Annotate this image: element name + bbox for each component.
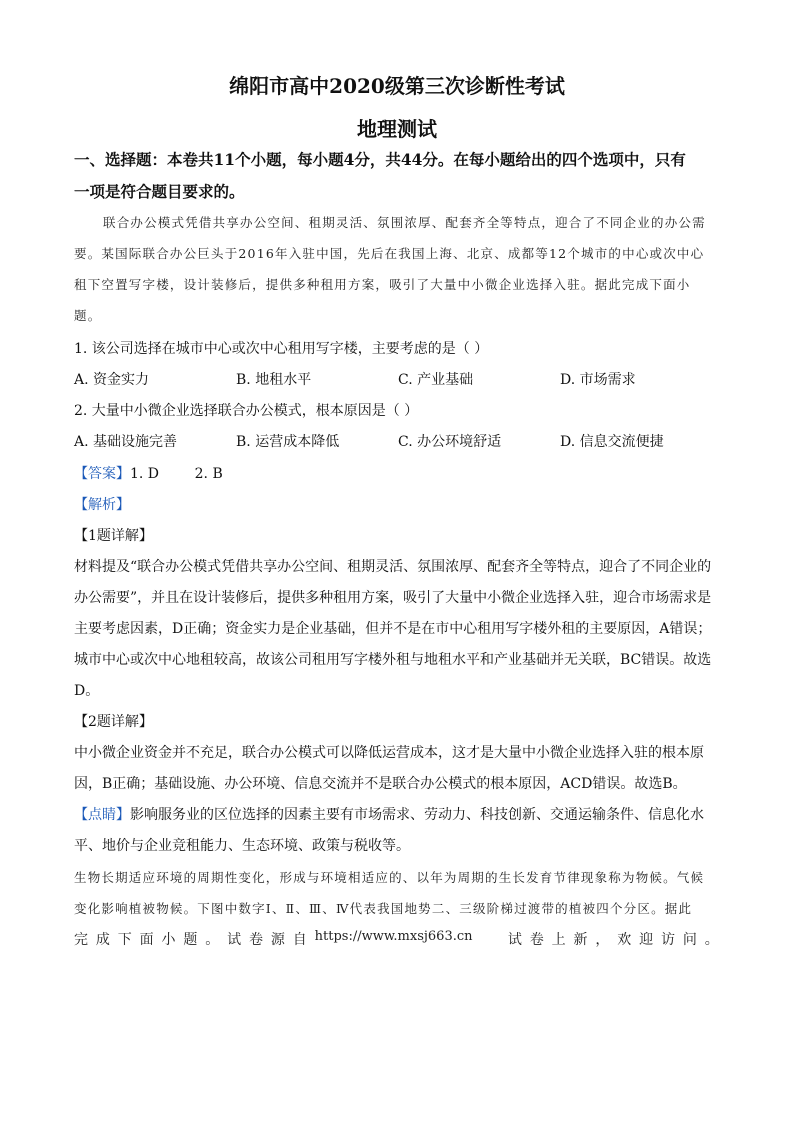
detail-2-tag: 【2题详解】 [74,714,153,730]
answer-text: 1. D 2. B [130,466,223,482]
section-heading-line-2: 一项是符合题目要求的。 [74,182,245,201]
detail-1-line-4: 城市中心或次中心地租较高，故该公司租用写字楼外租与地租水平和产业基础并无关联，BC错误。故选 [74,652,712,668]
detail-1-line-5: D。 [74,683,100,699]
question-2-option-c: C. 办公环境舒适 [398,434,502,450]
page-title: 绵阳市高中2020级第三次诊断性考试 [229,74,565,98]
analysis-tag: 【解析】 [74,497,130,513]
answer-tag: 【答案】 [74,466,130,482]
section-heading-line-1: 一、选择题：本卷共11个小题，每小题4分，共44分。在每小题给出的四个选项中，只有 [74,150,686,169]
question-1-option-d: D. 市场需求 [560,372,636,388]
detail-1-line-2: 办公需要”，并且在设计装修后，提供多种租用方案，吸引了大量中小微企业选择入驻，迎合市场需求是 [74,590,712,606]
detail-2-line-2: 因，B正确；基础设施、办公环境、信息交流并不是联合办公模式的根本原因，ACD错误。故选B。 [74,776,687,792]
page-subtitle: 地理测试 [357,117,437,141]
material-2-line-3-spread: 完 成 下 面 小 题 。 试 卷 源 自 https://www.mxsj663.cn 试 卷 上 新 ， 欢 迎 访 问 。 [74,929,720,948]
note-line-1: 【点睛】影响服务业的区位选择的因素主要有市场需求、劳动力、科技创新、交通运输条件、信息化水 [74,807,704,823]
material-2-line-3 [74,929,720,949]
detail-2-line-1: 中小微企业资金并不充足，联合办公模式可以降低运营成本，这才是大量中小微企业选择入驻的根本原 [74,745,704,761]
material-2-line-1: 生物长期适应环境的周期性变化，形成与环境相适应的、以年为周期的生长发育节律现象称为物候。气候 [74,870,705,885]
detail-1-tag: 【1题详解】 [74,528,153,544]
question-2-option-d: D. 信息交流便捷 [560,434,664,450]
question-1-option-c: C. 产业基础 [398,372,474,388]
detail-1-line-3: 主要考虑因素，D正确；资金实力是企业基础，但并不是在市中心租用写字楼外租的主要原因，A错误； [74,621,712,637]
detail-1-line-1: 材料提及“联合办公模式凭借共享办公空间、租期灵活、氛围浓厚、配套齐全等特点，迎合了不同企业的 [74,559,712,575]
question-2-stem: 2. 大量中小微企业选择联合办公模式，根本原因是（ ） [74,403,419,419]
source-url: https://www.mxsj663.cn [314,929,473,944]
question-1-stem: 1. 该公司选择在城市中心或次中心租用写字楼，主要考虑的是（ ） [74,341,489,357]
question-1-option-a: A. 资金实力 [74,372,150,388]
material-1-line-3: 租下空置写字楼，设计装修后，提供多种租用方案，吸引了大量中小微企业选择入驻。据此完成下面小 [74,277,691,292]
question-2-option-b: B. 运营成本降低 [236,434,340,450]
material-1-line-4: 题。 [74,308,102,323]
question-2-option-a: A. 基础设施完善 [74,434,178,450]
note-line-2: 平、地价与企业竞租能力、生态环境、政策与税收等。 [74,838,410,854]
note-tag: 【点睛】 [74,807,130,823]
material-1-line-1: 联合办公模式凭借共享办公空间、租期灵活、氛围浓厚、配套齐全等特点，迎合了不同企业的办公需 [103,215,706,230]
material-2-line-2: 变化影响植被物候。下图中数字Ⅰ、Ⅱ、Ⅲ、Ⅳ代表我国地势二、三级阶梯过渡带的植被四个分区。据此 [74,901,693,916]
material-1-line-2: 要。某国际联合办公巨头于2016年入驻中国，先后在我国上海、北京、成都等12个城市的中心或次中心 [74,246,705,261]
answer-line [74,463,223,483]
question-1-option-b: B. 地租水平 [236,372,312,388]
